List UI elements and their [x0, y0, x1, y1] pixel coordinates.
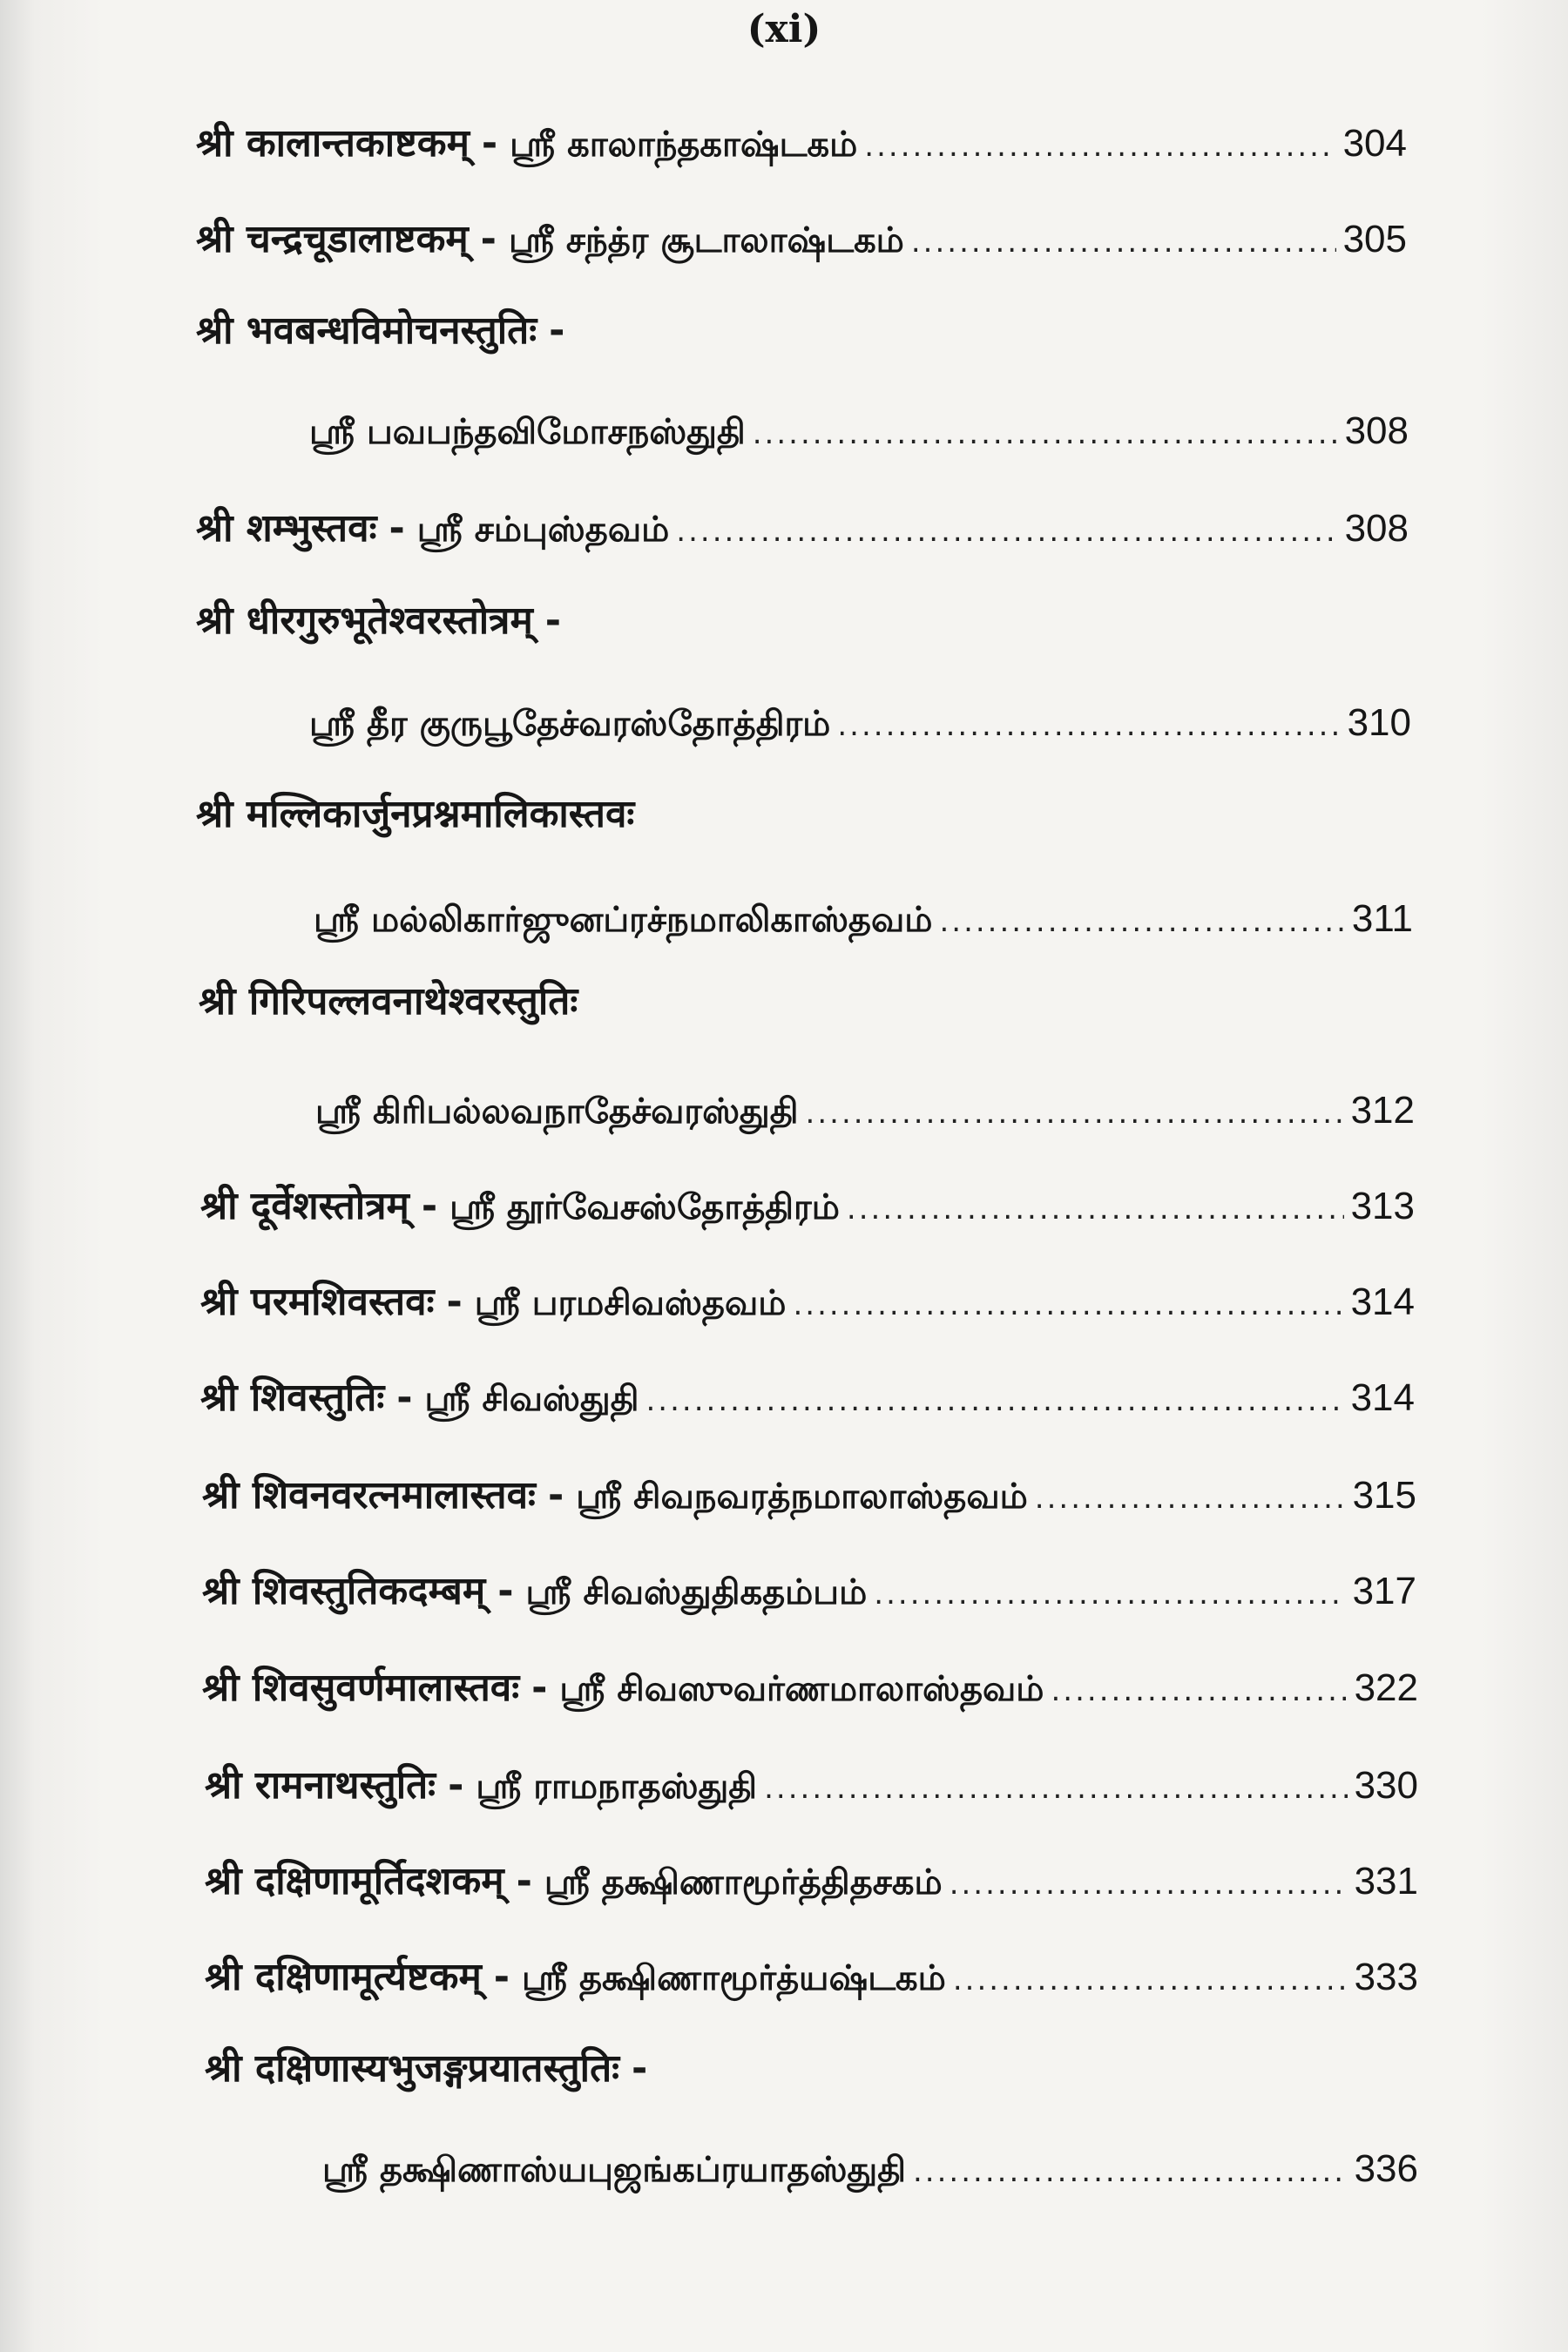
toc-entry	[196, 788, 1407, 841]
leader-dots	[645, 1375, 1343, 1427]
separator: -	[497, 1569, 514, 1613]
toc-entry	[200, 1180, 1415, 1235]
tamil-title: ஸ்ரீ சம்புஸ்தவம்	[416, 510, 670, 550]
leader-dots	[913, 2146, 1348, 2198]
sanskrit-title: श्री परमशिवस्तवः	[200, 1280, 435, 1324]
leader-dots	[847, 1183, 1344, 1235]
sanskrit-title: श्री शिवस्तुतिः	[200, 1375, 385, 1420]
separator: -	[547, 1473, 564, 1517]
toc-entry	[200, 1372, 1415, 1427]
page-ref: 308	[1344, 409, 1409, 452]
separator: -	[396, 1375, 413, 1420]
page-ref: 310	[1347, 701, 1411, 744]
leader-dots	[953, 1954, 1348, 2006]
tamil-title: ஸ்ரீ காலாந்தகாஷ்டகம்	[510, 125, 858, 165]
separator: -	[531, 1666, 548, 1710]
leader-dots	[806, 1087, 1344, 1139]
page-ref: 314	[1350, 1376, 1415, 1419]
leader-dots	[1051, 1665, 1348, 1717]
page-ref: 312	[1350, 1089, 1415, 1132]
toc-entry	[315, 1085, 1415, 1139]
sanskrit-title: श्री धीरगुरुभूतेश्वरस्तोत्रम्	[196, 598, 533, 643]
page-ref: 317	[1352, 1570, 1416, 1612]
separator: -	[549, 308, 565, 353]
tamil-title: ஸ்ரீ பவபந்தவிமோசநஸ்துதி	[309, 412, 746, 452]
leader-dots	[837, 700, 1340, 752]
page-number: (xi)	[747, 7, 821, 51]
toc-entry	[322, 2143, 1418, 2198]
leader-dots	[793, 1279, 1343, 1331]
toc-entry	[314, 893, 1413, 948]
leader-dots	[1035, 1472, 1346, 1524]
leader-dots	[950, 1858, 1348, 1910]
toc-entry	[202, 1470, 1416, 1524]
page-ref: 308	[1344, 507, 1409, 550]
leader-dots	[939, 896, 1344, 948]
sanskrit-title: श्री शिवसुवर्णमालास्तवः	[202, 1666, 520, 1710]
sanskrit-title: श्री दक्षिणास्यभुजङ्गप्रयातस्तुतिः	[205, 2046, 620, 2091]
toc-entry	[205, 2043, 1418, 2095]
tamil-title: ஸ்ரீ பரமசிவஸ்தவம்	[474, 1283, 787, 1323]
page-ref: 336	[1354, 2147, 1418, 2190]
sanskrit-title: श्री दूर्वेशस्तोत्रम्	[200, 1184, 409, 1228]
toc-entry	[202, 1662, 1418, 1717]
page-ref: 333	[1354, 1956, 1418, 1998]
leader-dots	[911, 216, 1336, 268]
separator: -	[389, 506, 405, 551]
leader-dots	[864, 120, 1335, 172]
page-ref: 314	[1350, 1281, 1415, 1323]
separator: -	[481, 121, 498, 166]
tamil-title: ஸ்ரீ தூர்வேசஸ்தோத்திரம்	[449, 1187, 840, 1227]
leader-dots	[764, 1762, 1347, 1815]
sanskrit-title: श्री भवबन्धविमोचनस्तुतिः	[196, 308, 537, 353]
toc-entry	[199, 976, 1409, 1028]
separator: -	[632, 2046, 648, 2091]
toc-entry	[196, 118, 1407, 172]
leader-dots	[676, 505, 1337, 558]
sanskrit-title: श्री दक्षिणामूर्त्यष्टकम्	[205, 1955, 482, 1999]
tamil-title: ஸ்ரீ தக்ஷிணாமூர்த்யஷ்டகம்	[522, 1958, 946, 1998]
separator: -	[516, 1859, 532, 1903]
toc-entry	[205, 1951, 1418, 2006]
page-ref: 304	[1342, 122, 1407, 165]
sanskrit-title: श्री मल्लिकार्जुनप्रश्नमालिकास्तवः	[196, 792, 635, 836]
separator: -	[421, 1184, 438, 1228]
tamil-title: ஸ்ரீ தக்ஷிணாஸ்யபுஜங்கப்ரயாதஸ்துதி	[322, 2150, 906, 2190]
tamil-title: ஸ்ரீ சந்த்ர சூடாலாஷ்டகம்	[508, 220, 904, 260]
toc-entry	[196, 213, 1407, 268]
separator: -	[448, 1763, 464, 1808]
toc-entry	[205, 1760, 1418, 1815]
page-ref: 313	[1350, 1185, 1415, 1227]
page-ref: 322	[1354, 1666, 1418, 1709]
toc-entry	[196, 305, 1407, 357]
toc-entry	[200, 1276, 1415, 1331]
tamil-title: ஸ்ரீ மல்லிகார்ஜுனப்ரச்நமாலிகாஸ்தவம்	[314, 900, 933, 940]
tamil-title: ஸ்ரீ ராமநாதஸ்துதி	[476, 1767, 758, 1807]
separator: -	[544, 598, 562, 643]
tamil-title: ஸ்ரீ சிவநவரத்நமாலாஸ்தவம்	[576, 1477, 1028, 1517]
tamil-title: ஸ்ரீ தீர குருபூதேச்வரஸ்தோத்திரம்	[309, 704, 831, 744]
sanskrit-title: श्री कालान्तकाष्टकम्	[196, 121, 470, 166]
sanskrit-title: श्री शिवनवरत्नमालास्तवः	[202, 1473, 536, 1517]
toc-entry	[202, 1565, 1416, 1620]
page-ref: 311	[1351, 897, 1413, 940]
separator: -	[446, 1280, 463, 1324]
toc-entry	[309, 697, 1411, 752]
leader-dots	[753, 408, 1338, 460]
tamil-title: ஸ்ரீ சிவஸ்துதி	[424, 1379, 639, 1419]
sanskrit-title: श्री गिरिपल्लवनाथेश्वरस्तुतिः	[199, 979, 578, 1024]
page-ref: 305	[1342, 218, 1407, 260]
page-ref: 331	[1354, 1860, 1418, 1903]
toc-entry	[196, 595, 1407, 647]
sanskrit-title: श्री शिवस्तुतिकदम्बम्	[202, 1569, 486, 1613]
page-ref: 330	[1354, 1764, 1418, 1807]
toc-entry	[205, 1855, 1418, 1910]
tamil-title: ஸ்ரீ கிரிபல்லவநாதேச்வரஸ்துதி	[315, 1092, 799, 1132]
sanskrit-title: श्री शम्भुस्तवः	[196, 506, 377, 551]
sanskrit-title: श्री रामनाथस्तुतिः	[205, 1763, 436, 1808]
sanskrit-title: श्री चन्द्रचूडालाष्टकम्	[196, 217, 469, 261]
page-ref: 315	[1352, 1474, 1416, 1517]
leader-dots	[874, 1568, 1345, 1620]
tamil-title: ஸ்ரீ தக்ஷிணாமூர்த்திதசகம்	[544, 1862, 943, 1903]
separator: -	[480, 217, 497, 261]
toc-entry	[309, 405, 1409, 460]
tamil-title: ஸ்ரீ சிவஸ்துதிகதம்பம்	[525, 1572, 868, 1612]
sanskrit-title: श्री दक्षिणामूर्तिदशकम्	[205, 1859, 504, 1903]
tamil-title: ஸ்ரீ சிவஸுவர்ணமாலாஸ்தவம்	[559, 1669, 1044, 1709]
separator: -	[493, 1955, 510, 1999]
toc-entry	[196, 503, 1409, 558]
